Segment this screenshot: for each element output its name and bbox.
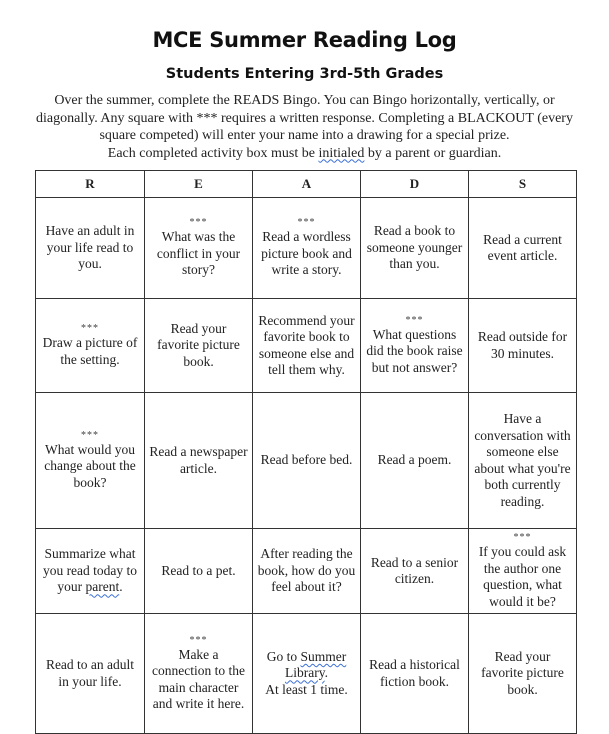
bingo-cell	[253, 393, 361, 529]
bingo-cell	[36, 198, 145, 299]
bingo-cell	[361, 299, 469, 393]
activity-text: Read your favorite picture book.	[157, 320, 240, 369]
written-response-mark: ***	[81, 323, 99, 334]
grid-row	[36, 529, 577, 614]
instructions	[30, 92, 579, 162]
bingo-cell	[253, 198, 361, 299]
grid-row	[36, 299, 577, 393]
activity-text: Have an adult in your life read to you.	[45, 223, 135, 272]
bingo-cell	[145, 529, 253, 614]
parent-word: parent	[85, 579, 120, 595]
activity-text-end: .	[324, 665, 328, 681]
bingo-cell	[361, 393, 469, 529]
activity-text: Read a newspaper article.	[149, 444, 248, 476]
grid-row	[36, 198, 577, 299]
activity-text: Read a book to someone younger than you.	[366, 223, 463, 272]
activity-text: Read outside for 30 minutes.	[477, 329, 568, 361]
activity-text-line2: At least 1 time.	[265, 681, 348, 697]
bingo-cell	[361, 198, 469, 299]
activity-text: Read before bed.	[260, 452, 353, 468]
bingo-cell	[145, 299, 253, 393]
grid-header-row	[36, 171, 577, 198]
written-response-mark: ***	[405, 314, 424, 326]
activity-text: Read to a pet.	[161, 562, 236, 578]
column-header-d: D	[361, 171, 469, 198]
written-response-mark: ***	[513, 532, 532, 543]
activity-text: Read a wordless picture book and write a story.	[261, 229, 352, 278]
column-header-s: S	[469, 171, 577, 198]
written-response-mark: ***	[297, 217, 316, 229]
activity-text: What questions did the book raise but not answer?	[366, 326, 463, 375]
activity-text: If you could ask the author one question, what would it be?	[478, 544, 567, 609]
activity-text: Draw a picture of the setting.	[42, 335, 138, 367]
activity-text: Have a conversation with someone else about what you're both currently reading.	[474, 411, 571, 509]
page-subtitle: Students Entering 3rd-5th Grades	[165, 66, 444, 82]
bingo-cell	[36, 393, 145, 529]
bingo-cell	[253, 529, 361, 614]
bingo-cell	[469, 198, 577, 299]
activity-text: Read a current event article.	[483, 231, 562, 263]
initial-line-start: Each completed activity box must be	[107, 145, 319, 161]
activity-text: What was the conflict in your story?	[156, 229, 241, 278]
activity-text: After reading the book, how do you feel about it?	[257, 546, 356, 595]
activity-text: Make a connection to the main character and write it here.	[152, 646, 245, 711]
column-header-e: E	[145, 171, 253, 198]
initial-line-end: by a parent or guardian.	[364, 145, 502, 161]
bingo-cell	[36, 529, 145, 614]
summer-library-words: Summer Library	[285, 648, 347, 681]
written-response-mark: ***	[189, 634, 208, 646]
bingo-cell	[145, 198, 253, 299]
activity-text-end: .	[119, 579, 123, 595]
bingo-cell	[361, 529, 469, 614]
bingo-cell	[469, 299, 577, 393]
bingo-cell	[145, 393, 253, 529]
activity-text: What would you change about the book?	[44, 441, 136, 490]
bingo-cell	[253, 299, 361, 393]
column-header-r: R	[36, 171, 145, 198]
bingo-cell	[469, 529, 577, 614]
activity-text: Recommend your favorite book to someone else and tell them why.	[258, 312, 355, 377]
activity-text	[40, 546, 140, 596]
activity-text-start: Go to	[266, 648, 301, 664]
initialed-word: initialed	[318, 145, 365, 161]
activity-text: Read your favorite picture book.	[481, 648, 564, 697]
activity-text-start: Summarize what you read today to your	[42, 546, 138, 595]
column-header-a: A	[253, 171, 361, 198]
instructions-paragraph: Over the summer, complete the READS Bingo. You can Bingo horizontally, vertically, or diagonally. Any square with *** requires a written response. Completing a BLACKOUT (every square competed) will enter your name into a drawing for a special prize.	[36, 93, 573, 143]
bingo-cell	[469, 393, 577, 529]
grid-row	[36, 393, 577, 529]
written-response-mark: ***	[189, 217, 208, 229]
activity-text	[257, 649, 356, 682]
page-title: MCE Summer Reading Log	[152, 28, 457, 52]
activity-text: Read a poem.	[377, 452, 452, 468]
bingo-cell	[36, 299, 145, 393]
written-response-mark: ***	[81, 429, 99, 441]
activity-text: Read to an adult in your life.	[45, 657, 135, 689]
activity-text: Read a historical fiction book.	[369, 657, 460, 689]
activity-text: Read to a senior citizen.	[370, 554, 459, 586]
reads-bingo-grid	[35, 170, 577, 734]
instructions-initial-line	[30, 145, 579, 163]
